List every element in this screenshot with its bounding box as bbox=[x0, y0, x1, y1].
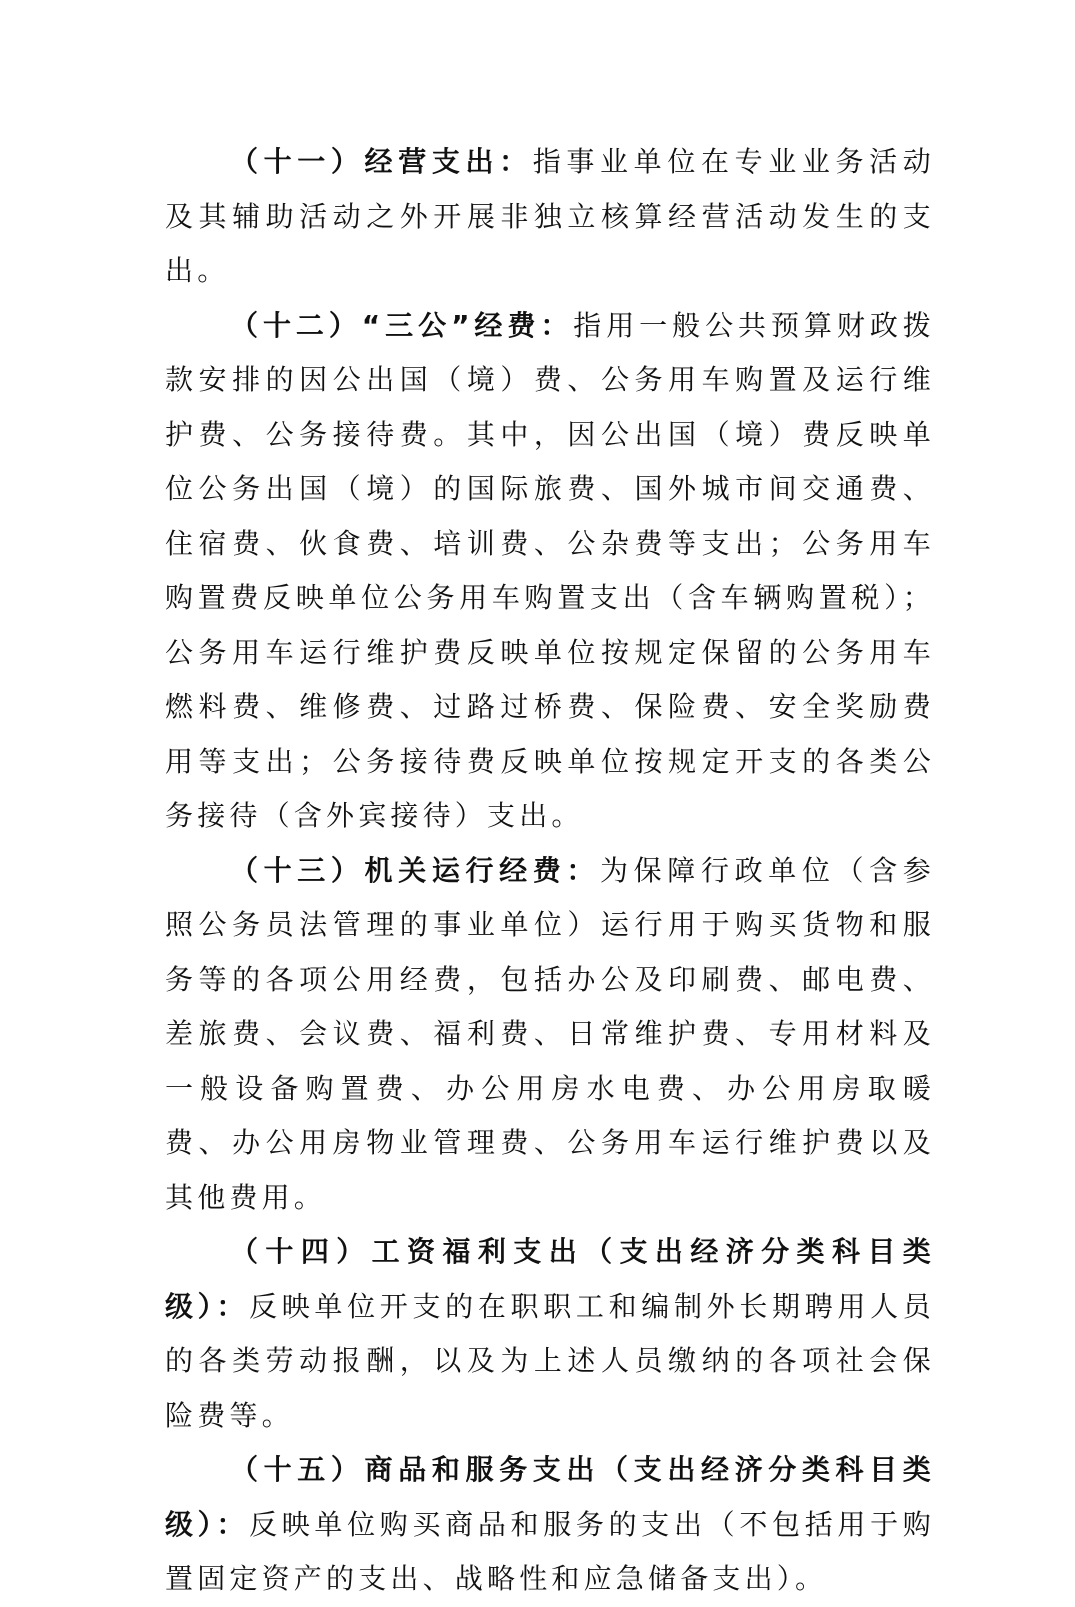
section-12-heading: （十二）“三公”经费 bbox=[230, 308, 541, 342]
section-13-body: 为保障行政单位（含参照公务员法管理的事业单位）运行用于购买货物和服务等的各项公用经费，包括办公及印刷费、邮电费、差旅费、会议费、福利费、日常维护费、专用材料及一般设备购置费、办公用房水电费、办公用房取暖费、办公用房物业管理费、公务用车运行维护费以及其他费用。 bbox=[165, 853, 935, 1214]
section-12 bbox=[165, 299, 935, 844]
section-11-separator: ： bbox=[499, 145, 533, 178]
section-14-heading: （十四）工资福利支出（支出经济分类科目类级） bbox=[165, 1235, 935, 1323]
section-13 bbox=[165, 844, 935, 1226]
section-15 bbox=[165, 1443, 935, 1607]
section-13-separator: ： bbox=[566, 853, 601, 887]
section-15-separator: ： bbox=[216, 1507, 250, 1541]
section-14-body: 反映单位开支的在职职工和编制外长期聘用人员的各类劳动报酬，以及为上述人员缴纳的各项社会保险费等。 bbox=[165, 1289, 935, 1432]
section-12-separator: ： bbox=[540, 308, 574, 342]
section-15-heading: （十五）商品和服务支出（支出经济分类科目类级） bbox=[165, 1453, 935, 1541]
section-15-body: 反映单位购买商品和服务的支出（不包括用于购置固定资产的支出、战略性和应急储备支出）。 bbox=[165, 1507, 935, 1595]
section-13-heading: （十三）机关运行经费 bbox=[230, 853, 567, 887]
document-body bbox=[165, 135, 935, 1607]
section-14 bbox=[165, 1225, 935, 1443]
section-11-heading: （十一）经营支出 bbox=[230, 145, 500, 178]
section-11 bbox=[165, 135, 935, 299]
section-14-separator: ： bbox=[216, 1289, 250, 1323]
section-12-body: 指用一般公共预算财政拨款安排的因公出国（境）费、公务用车购置及运行维护费、公务接待费。其中，因公出国（境）费反映单位公务出国（境）的国际旅费、国外城市间交通费、住宿费、伙食费、培训费、公杂费等支出；公务用车购置费反映单位公务用车购置支出（含车辆购置税）；公务用车运行维护费反映单位按规定保留的公务用车燃料费、维修费、过路过桥费、保险费、安全奖励费用等支出；公务接待费反映单位按规定开支的各类公务接待（含外宾接待）支出。 bbox=[165, 308, 935, 832]
section-11-body: 指事业单位在专业业务活动及其辅助活动之外开展非独立核算经营活动发生的支出。 bbox=[165, 145, 935, 287]
